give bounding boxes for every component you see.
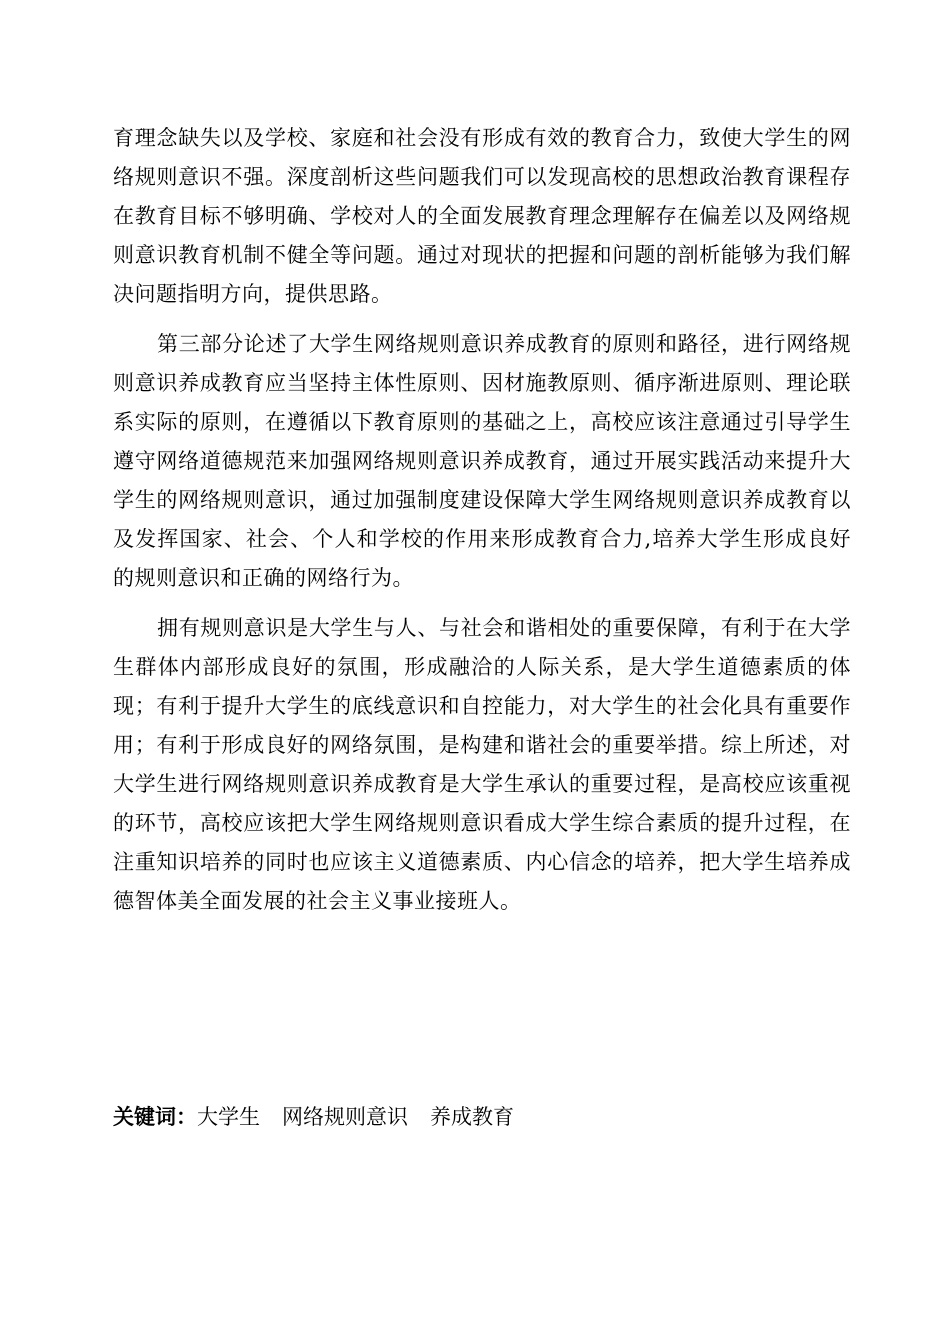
keywords-label: 关键词： [113, 1105, 197, 1129]
keyword-item: 大学生 [197, 1105, 260, 1129]
keywords-line [113, 1098, 536, 1137]
keyword-item: 网络规则意识 [282, 1105, 408, 1129]
document-body [113, 119, 851, 921]
paragraph-conclusion: 拥有规则意识是大学生与人、与社会和谐相处的重要保障，有利于在大学生群体内部形成良好的氛围，形成融洽的人际关系，是大学生道德素质的体现；有利于提升大学生的底线意识和自控能力，对大学生的社会化具有重要作用；有利于形成良好的网络氛围，是构建和谐社会的重要举措。综上所述，对大学生进行网络规则意识养成教育是大学生承认的重要过程，是高校应该重视的环节，高校应该把大学生网络规则意识看成大学生综合素质的提升过程，在注重知识培养的同时也应该主义道德素质、内心信念的培养，把大学生培养成德智体美全面发展的社会主义事业接班人。 [113, 616, 851, 913]
paragraph-part-three: 第三部分论述了大学生网络规则意识养成教育的原则和路径，进行网络规则意识养成教育应当坚持主体性原则、因材施教原则、循序渐进原则、理论联系实际的原则，在遵循以下教育原则的基础之上，高校应该注意通过引导学生遵守网络道德规范来加强网络规则意识养成教育，通过开展实践活动来提升大学生的网络规则意识，通过加强制度建设保障大学生网络规则意识养成教育以及发挥国家、社会、个人和学校的作用来形成教育合力,培养大学生形成良好的规则意识和正确的网络行为。 [113, 332, 851, 590]
keyword-item: 养成教育 [430, 1105, 514, 1129]
paragraph-continuation: 育理念缺失以及学校、家庭和社会没有形成有效的教育合力，致使大学生的网络规则意识不强。深度剖析这些问题我们可以发现高校的思想政治教育课程存在教育目标不够明确、学校对人的全面发展教育理念理解存在偏差以及网络规则意识教育机制不健全等问题。通过对现状的把握和问题的剖析能够为我们解决问题指明方向，提供思路。 [113, 126, 851, 306]
